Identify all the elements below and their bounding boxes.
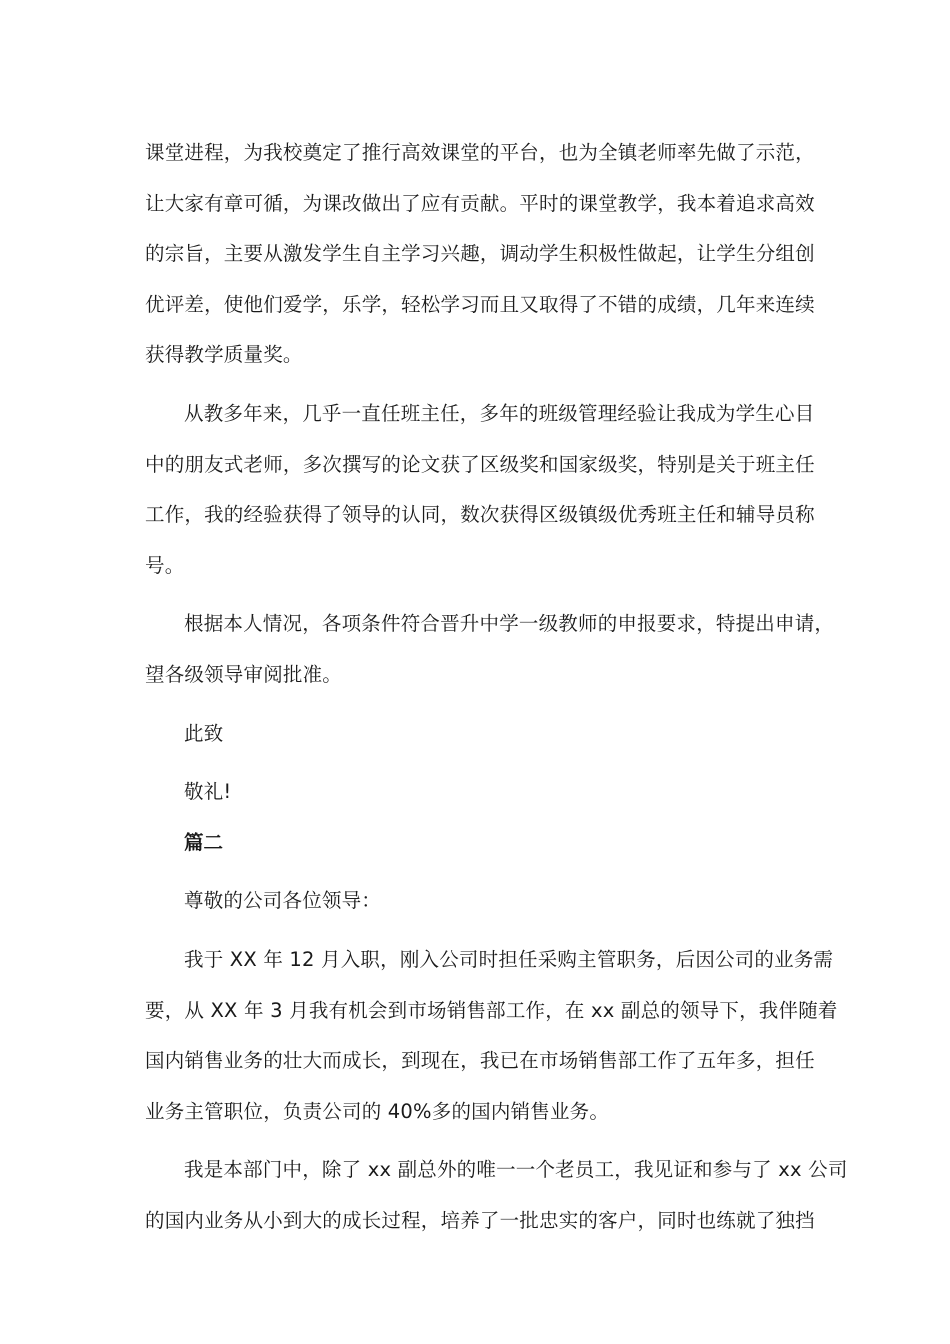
text-line: 业务主管职位，负责公司的 40%多的国内销售业务。 [145,1099,610,1123]
text-line: 我是本部门中，除了 xx 副总外的唯一一个老员工，我见证和参与了 xx 公司 [184,1158,848,1182]
text-line: 让大家有章可循，为课改做出了应有贡献。平时的课堂教学，我本着追求高效 [145,191,815,215]
paragraph-employment [145,935,838,1137]
text-line: 号。 [145,553,185,577]
text-line: 根据本人情况，各项条件符合晋升中学一级教师的申报要求，特提出申请， [184,612,835,636]
text-line: 国内销售业务的壮大而成长，到现在，我已在市场销售部工作了五年多，担任 [145,1049,815,1073]
text-line: 的宗旨，主要从激发学生自主学习兴趣，调动学生积极性做起，让学生分组创 [145,242,815,266]
text-line: 我于 XX 年 12 月入职，刚入公司时担任采购主管职务，后因公司的业务需 [184,947,834,971]
closing-line-2: 敬礼! [184,780,232,804]
section-title: 篇二 [184,830,224,854]
closing-line-1: 此致 [184,721,224,745]
paragraph-teaching [145,128,815,381]
text-line: 中的朋友式老师，多次撰写的论文获了区级奖和国家级奖，特别是关于班主任 [145,452,815,476]
text-line: 工作，我的经验获得了领导的认同，数次获得区级镇级优秀班主任和辅导员称 [145,503,815,527]
text-line: 的国内业务从小到大的成长过程，培养了一批忠实的客户，同时也练就了独挡 [145,1208,815,1232]
text-line: 从教多年来，几乎一直任班主任，多年的班级管理经验让我成为学生心目 [184,401,815,425]
text-line: 优评差，使他们爱学，乐学，轻松学习而且又取得了不错的成绩，几年来连续 [145,292,815,316]
closing-block-2 [145,767,810,818]
text-line: 望各级领导审阅批准。 [145,662,343,686]
document-page [145,128,848,1246]
paragraph-application [145,599,835,700]
salutation-block [145,876,810,927]
salutation: 尊敬的公司各位领导： [184,889,382,913]
closing-block [145,709,810,760]
text-line: 课堂进程，为我校奠定了推行高效课堂的平台，也为全镇老师率先做了示范， [145,141,815,164]
paragraph-department [145,1145,848,1246]
text-line: 获得教学质量奖。 [145,343,303,367]
paragraph-class-teacher [145,389,815,591]
text-line: 要，从 XX 年 3 月我有机会到市场销售部工作，在 xx 副总的领导下，我伴随着 [145,998,838,1022]
